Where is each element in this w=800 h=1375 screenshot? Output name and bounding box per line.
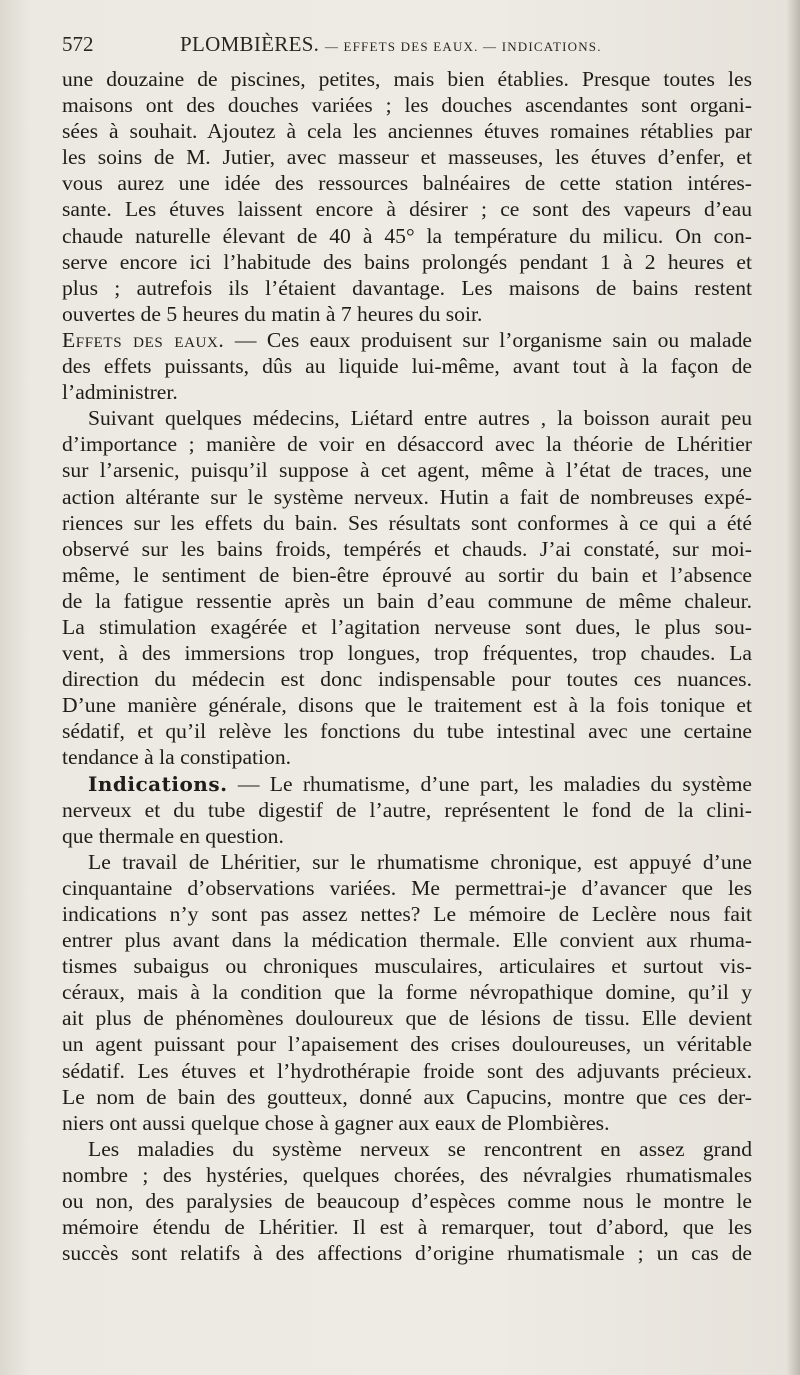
text-line: sante. Les étuves laissent encore à désirer ; ce sont des vapeurs d’eau [62, 197, 752, 222]
text-line: maisons ont des douches variées ; les douches ascendantes sont organi- [62, 93, 752, 118]
text-line [62, 771, 752, 797]
text-line: observé sur les bains froids, tempérés et chauds. J’ai constaté, sur moi- [62, 536, 752, 561]
text-line: D’une manière générale, disons que le traitement est à la fois tonique et [62, 693, 752, 718]
text-line: les soins de M. Jutier, avec masseur et masseuses, les étuves d’enfer, et [62, 145, 752, 170]
paragraph-indications [62, 771, 752, 849]
text-line: tismes subaigus ou chroniques musculaires, articulaires et surtout vis- [62, 954, 752, 979]
section-heading-indications: Indications. [88, 771, 228, 796]
text-line: mémoire étendu de Lhéritier. Il est à remarquer, tout d’abord, que les [62, 1215, 752, 1240]
text-line: plus ; autrefois ils l’étaient davantage. Les maisons de bains restent [62, 275, 752, 300]
page-gutter-shadow [786, 0, 800, 1375]
text-line: ou non, des paralysies de beaucoup d’espèces comme nous le montre le [62, 1189, 752, 1214]
text-line: d’importance ; manière de voir en désaccord avec la théorie de Lhéritier [62, 432, 752, 457]
text-line: de la fatigue ressentie après un bain d’eau commune de même chaleur. [62, 588, 752, 613]
text-line: sées à souhait. Ajoutez à cela les anciennes étuves romaines rétablies par [62, 119, 752, 144]
text-line: céraux, mais à la condition que la forme névropathique domine, qu’il y [62, 980, 752, 1005]
text-line: succès sont relatifs à des affections d’origine rhumatismale ; un cas de [62, 1241, 752, 1266]
text-line: même, le sentiment de bien-être éprouvé au sortir du bain et l’absence [62, 562, 752, 587]
paragraph-effets [62, 327, 752, 405]
text-line: l’administrer. [62, 380, 178, 405]
text-line: Suivant quelques médecins, Liétard entre autres , la boisson aurait peu [88, 406, 752, 431]
text-line: vent, à des immersions trop longues, trop fréquentes, trop chaudes. La [62, 641, 752, 666]
text-line: tendance à la constipation. [62, 745, 292, 770]
text-run: — Ces eaux produisent sur l’organisme sain ou malade [224, 327, 752, 352]
text-line: riences sur les effets du bain. Ses résultats sont conformes à ce qui a été [62, 510, 752, 535]
text-line: La stimulation exagérée et l’agitation nerveuse sont dues, le plus sou- [62, 614, 752, 639]
body-text [62, 66, 752, 1266]
paragraph-3 [62, 405, 752, 770]
text-line: serve encore ici l’habitude des bains prolongés pendant 1 à 2 heures et [62, 249, 752, 274]
text-line: direction du médecin est donc indispensable pour toutes ces nuances. [62, 667, 752, 692]
text-line: un agent puissant pour l’apaisement des crises douloureuses, un véritable [62, 1032, 752, 1057]
running-title-main: PLOMBIÈRES. [180, 32, 320, 56]
running-header [62, 32, 752, 58]
paragraph-6 [62, 1136, 752, 1266]
section-heading-effets: Effets des eaux. [62, 327, 225, 352]
paragraph-1 [62, 66, 752, 327]
text-line: nombre ; des hystéries, quelques chorées, des névralgies rhumatismales [62, 1162, 752, 1187]
text-line: des effets puissants, dûs au liquide lui-même, avant tout à la façon de [62, 354, 752, 379]
text-line: cinquantaine d’observations variées. Me permettrai-je d’avancer que les [62, 875, 752, 900]
text-line: sédatif. Les étuves et l’hydrothérapie froide sont des adjuvants précieux. [62, 1058, 752, 1083]
text-line: action altérante sur le système nerveux. Hutin a fait de nombreuses expé- [62, 484, 752, 509]
text-line: ait plus de phénomènes douloureux que de lésions de tissu. Elle devient [62, 1006, 752, 1031]
text-line [62, 327, 752, 353]
text-line: indications n’y sont pas assez nettes? Le mémoire de Leclère nous fait [62, 902, 752, 926]
text-line: ouvertes de 5 heures du matin à 7 heures du soir. [62, 301, 483, 326]
text-line: une douzaine de piscines, petites, mais bien établies. Presque toutes les [62, 67, 752, 91]
page-number: 572 [62, 32, 94, 56]
running-title [180, 32, 602, 57]
text-line: Les maladies du système nerveux se rencontrent en assez grand [88, 1136, 752, 1161]
text-line: nerveux et du tube digestif de l’autre, représentent le fond de la clini- [62, 797, 752, 822]
running-title-section: — EFFETS DES EAUX. — INDICATIONS. [324, 39, 602, 54]
paragraph-5 [62, 849, 752, 1136]
text-line: Le travail de Lhéritier, sur le rhumatisme chronique, est appuyé d’une [88, 849, 752, 874]
text-line: que thermale en question. [62, 823, 284, 848]
text-line: Le nom de bain des goutteux, donné aux Capucins, montre que ces der- [62, 1084, 752, 1109]
text-line: sur l’arsenic, puisqu’il suppose à cet agent, même à l’état de traces, une [62, 458, 752, 483]
text-line: entrer plus avant dans la médication thermale. Elle convient aux rhuma- [62, 928, 752, 953]
text-line: chaude naturelle élevant de 40 à 45° la température du milicu. On con- [62, 223, 752, 248]
text-line: sédatif, et qu’il relève les fonctions du tube intestinal avec une certaine [62, 719, 752, 744]
text-line: niers ont aussi quelque chose à gagner aux eaux de Plombières. [62, 1110, 610, 1135]
text-line: vous aurez une idée des ressources balnéaires de cette station intéres- [62, 171, 752, 196]
text-run: — Le rhumatisme, d’une part, les maladies du système [227, 771, 752, 796]
